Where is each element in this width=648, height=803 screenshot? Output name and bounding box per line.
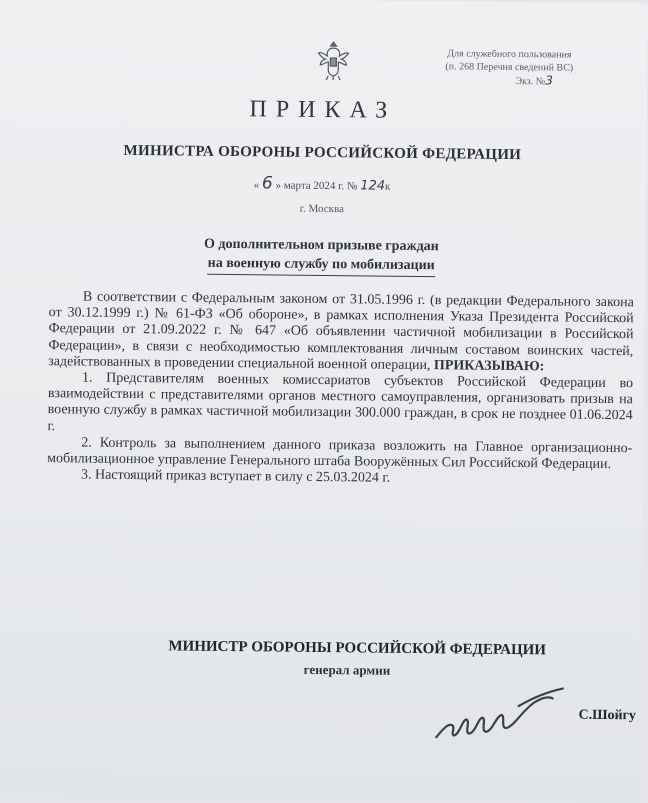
order-word: ПРИКАЗЫВАЮ: (433, 357, 545, 375)
copy-label: Экз. № (515, 76, 546, 88)
order-item-1: 1. Представителям военных комиссариатов субъектов Российской Федерации во взаимодействии с представителями органов местного самоуправления, организовать призыв на военную службу в рамках частичной мобилизации 300.000 граждан, в срок не позднее 01.06.2024 г. (47, 370, 634, 434)
order-body (47, 289, 634, 490)
order-item-2: 2. Контроль за выполнением данного приказа возложить на Главное организационно-мобилизационное управление Генерального штаба Вооружённых Сил Российской Федерации. (47, 435, 633, 473)
order-number-label: № (346, 180, 358, 193)
order-number: 124 (360, 178, 386, 194)
issuing-authority: МИНИСТРА ОБОРОНЫ РОССИЙСКОЙ ФЕДЕРАЦИИ (123, 142, 522, 164)
subject-line-1: О дополнительном призыве граждан (203, 236, 439, 255)
order-item-3: 3. Настоящий приказ вступает в силу с 25.03.2024 г. (80, 467, 391, 486)
date-day: 6 (261, 173, 273, 194)
signer-position: МИНИСТР ОБОРОНЫ РОССИЙСКОЙ ФЕДЕРАЦИИ (168, 638, 547, 659)
date-quote-open: « (253, 179, 260, 192)
classification-line-1: Для служебного пользования (447, 48, 572, 61)
copy-number-line (419, 73, 599, 89)
date-month-year: марта 2024 г. (283, 179, 345, 193)
classification-stamp (419, 47, 599, 89)
copy-number: 3 (545, 73, 553, 88)
classification-line-2: (п. 268 Перечня сведений ВС) (445, 61, 574, 74)
city: г. Москва (299, 202, 344, 216)
handwritten-signature (430, 679, 581, 751)
order-number-suffix: к (384, 180, 391, 193)
date-quote-close: » (275, 179, 282, 192)
preamble-paragraph (48, 289, 634, 376)
signer-name: С.Шойгу (578, 707, 637, 724)
signer-rank: генерал армии (303, 661, 391, 678)
order-subject (147, 234, 495, 278)
double-headed-eagle-emblem-icon (316, 40, 350, 82)
preamble-text: В соответствии с Федеральным законом от 31.05.1996 г. (в редакции Федерального закона от 30.12.1999 г.) № 61-ФЗ «Об обороне», в рамках исполнения Указа Президента Российской Федерации от 21.09.2022 г. № 647 «Об объявлении частичной мобилизации в Российской Федерации», в связи с необходимостью комплектования личным составом воинских частей, задействованных в проведении специальной военной операции, (48, 289, 634, 373)
order-date-number (0, 171, 646, 198)
document-title: ПРИКАЗ (249, 96, 397, 124)
subject-line-2: на военную службу по мобилизации (208, 254, 435, 277)
